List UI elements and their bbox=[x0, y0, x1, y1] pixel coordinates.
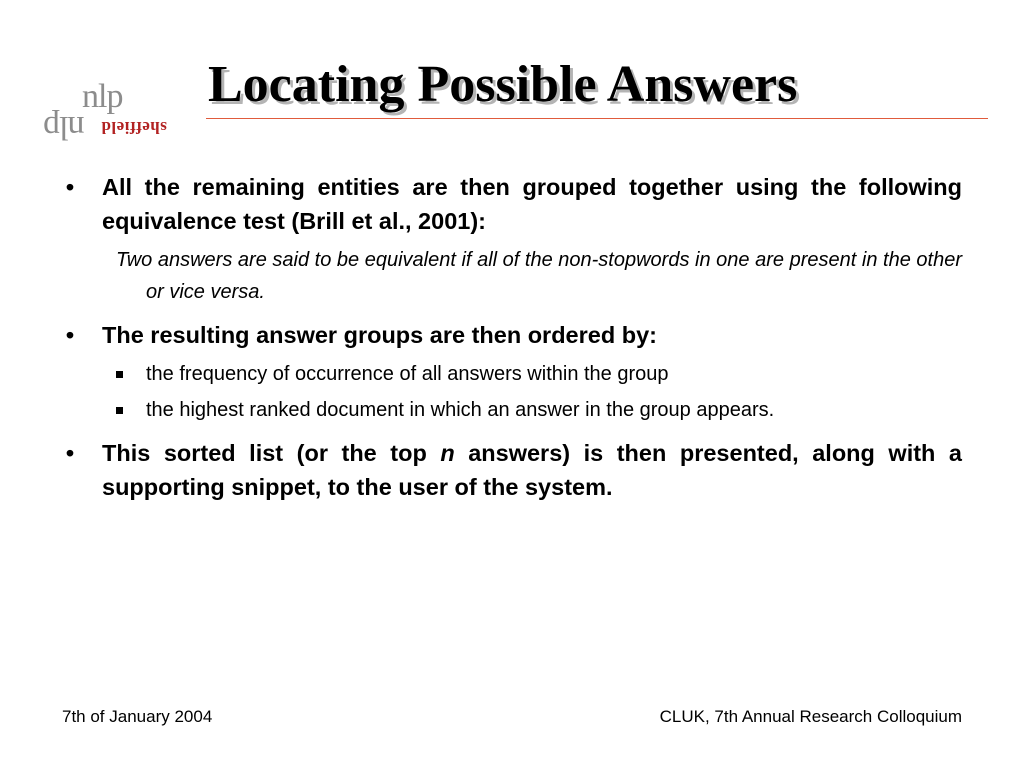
bullet-marker: • bbox=[65, 322, 75, 348]
sub-bullet-text: the highest ranked document in which an answer in the group appears. bbox=[146, 399, 775, 421]
bullet-text: The resulting answer groups are then ordered by: bbox=[102, 322, 657, 348]
bullet-text-end: answers) is then presented, along with a supporting snippet, to the user of the system. bbox=[102, 440, 962, 500]
bullet-text: All the remaining entities are then grouped together using the following equivalence test (Brill et al., 2001): bbox=[102, 174, 962, 234]
slide-title: Locating Possible Answers bbox=[208, 56, 798, 113]
bullet-text-italic-n: n bbox=[440, 440, 455, 466]
logo-sheffield-text: sheffield bbox=[101, 118, 167, 137]
logo-nlp-mirrored-text: nlp bbox=[44, 109, 85, 146]
title-underline-rule bbox=[206, 118, 988, 119]
bullet-item bbox=[60, 318, 962, 352]
sub-bullet-list bbox=[60, 356, 962, 428]
bullet-item bbox=[60, 436, 962, 504]
sheffield-nlp-logo bbox=[44, 80, 224, 160]
footer-date: 7th of January 2004 bbox=[62, 707, 213, 726]
footer-event: CLUK, 7th Annual Research Colloquium bbox=[659, 707, 962, 726]
logo-nlp-text: nlp bbox=[82, 78, 123, 115]
sub-bullet-item bbox=[60, 356, 962, 392]
square-bullet-icon bbox=[116, 407, 123, 414]
sub-bullet-item bbox=[60, 392, 962, 428]
bullet-marker: • bbox=[65, 440, 75, 466]
square-bullet-icon bbox=[116, 371, 123, 378]
bullet-text-start: This sorted list (or the top bbox=[102, 440, 441, 466]
equivalence-test-quote: Two answers are said to be equivalent if all of the non-stopwords in one are present in the other or vice versa. bbox=[116, 249, 962, 303]
bullet-marker: • bbox=[65, 174, 75, 200]
sub-bullet-text: the frequency of occurrence of all answers within the group bbox=[146, 363, 669, 385]
bullet-item bbox=[60, 170, 962, 238]
slide-body bbox=[60, 170, 962, 514]
